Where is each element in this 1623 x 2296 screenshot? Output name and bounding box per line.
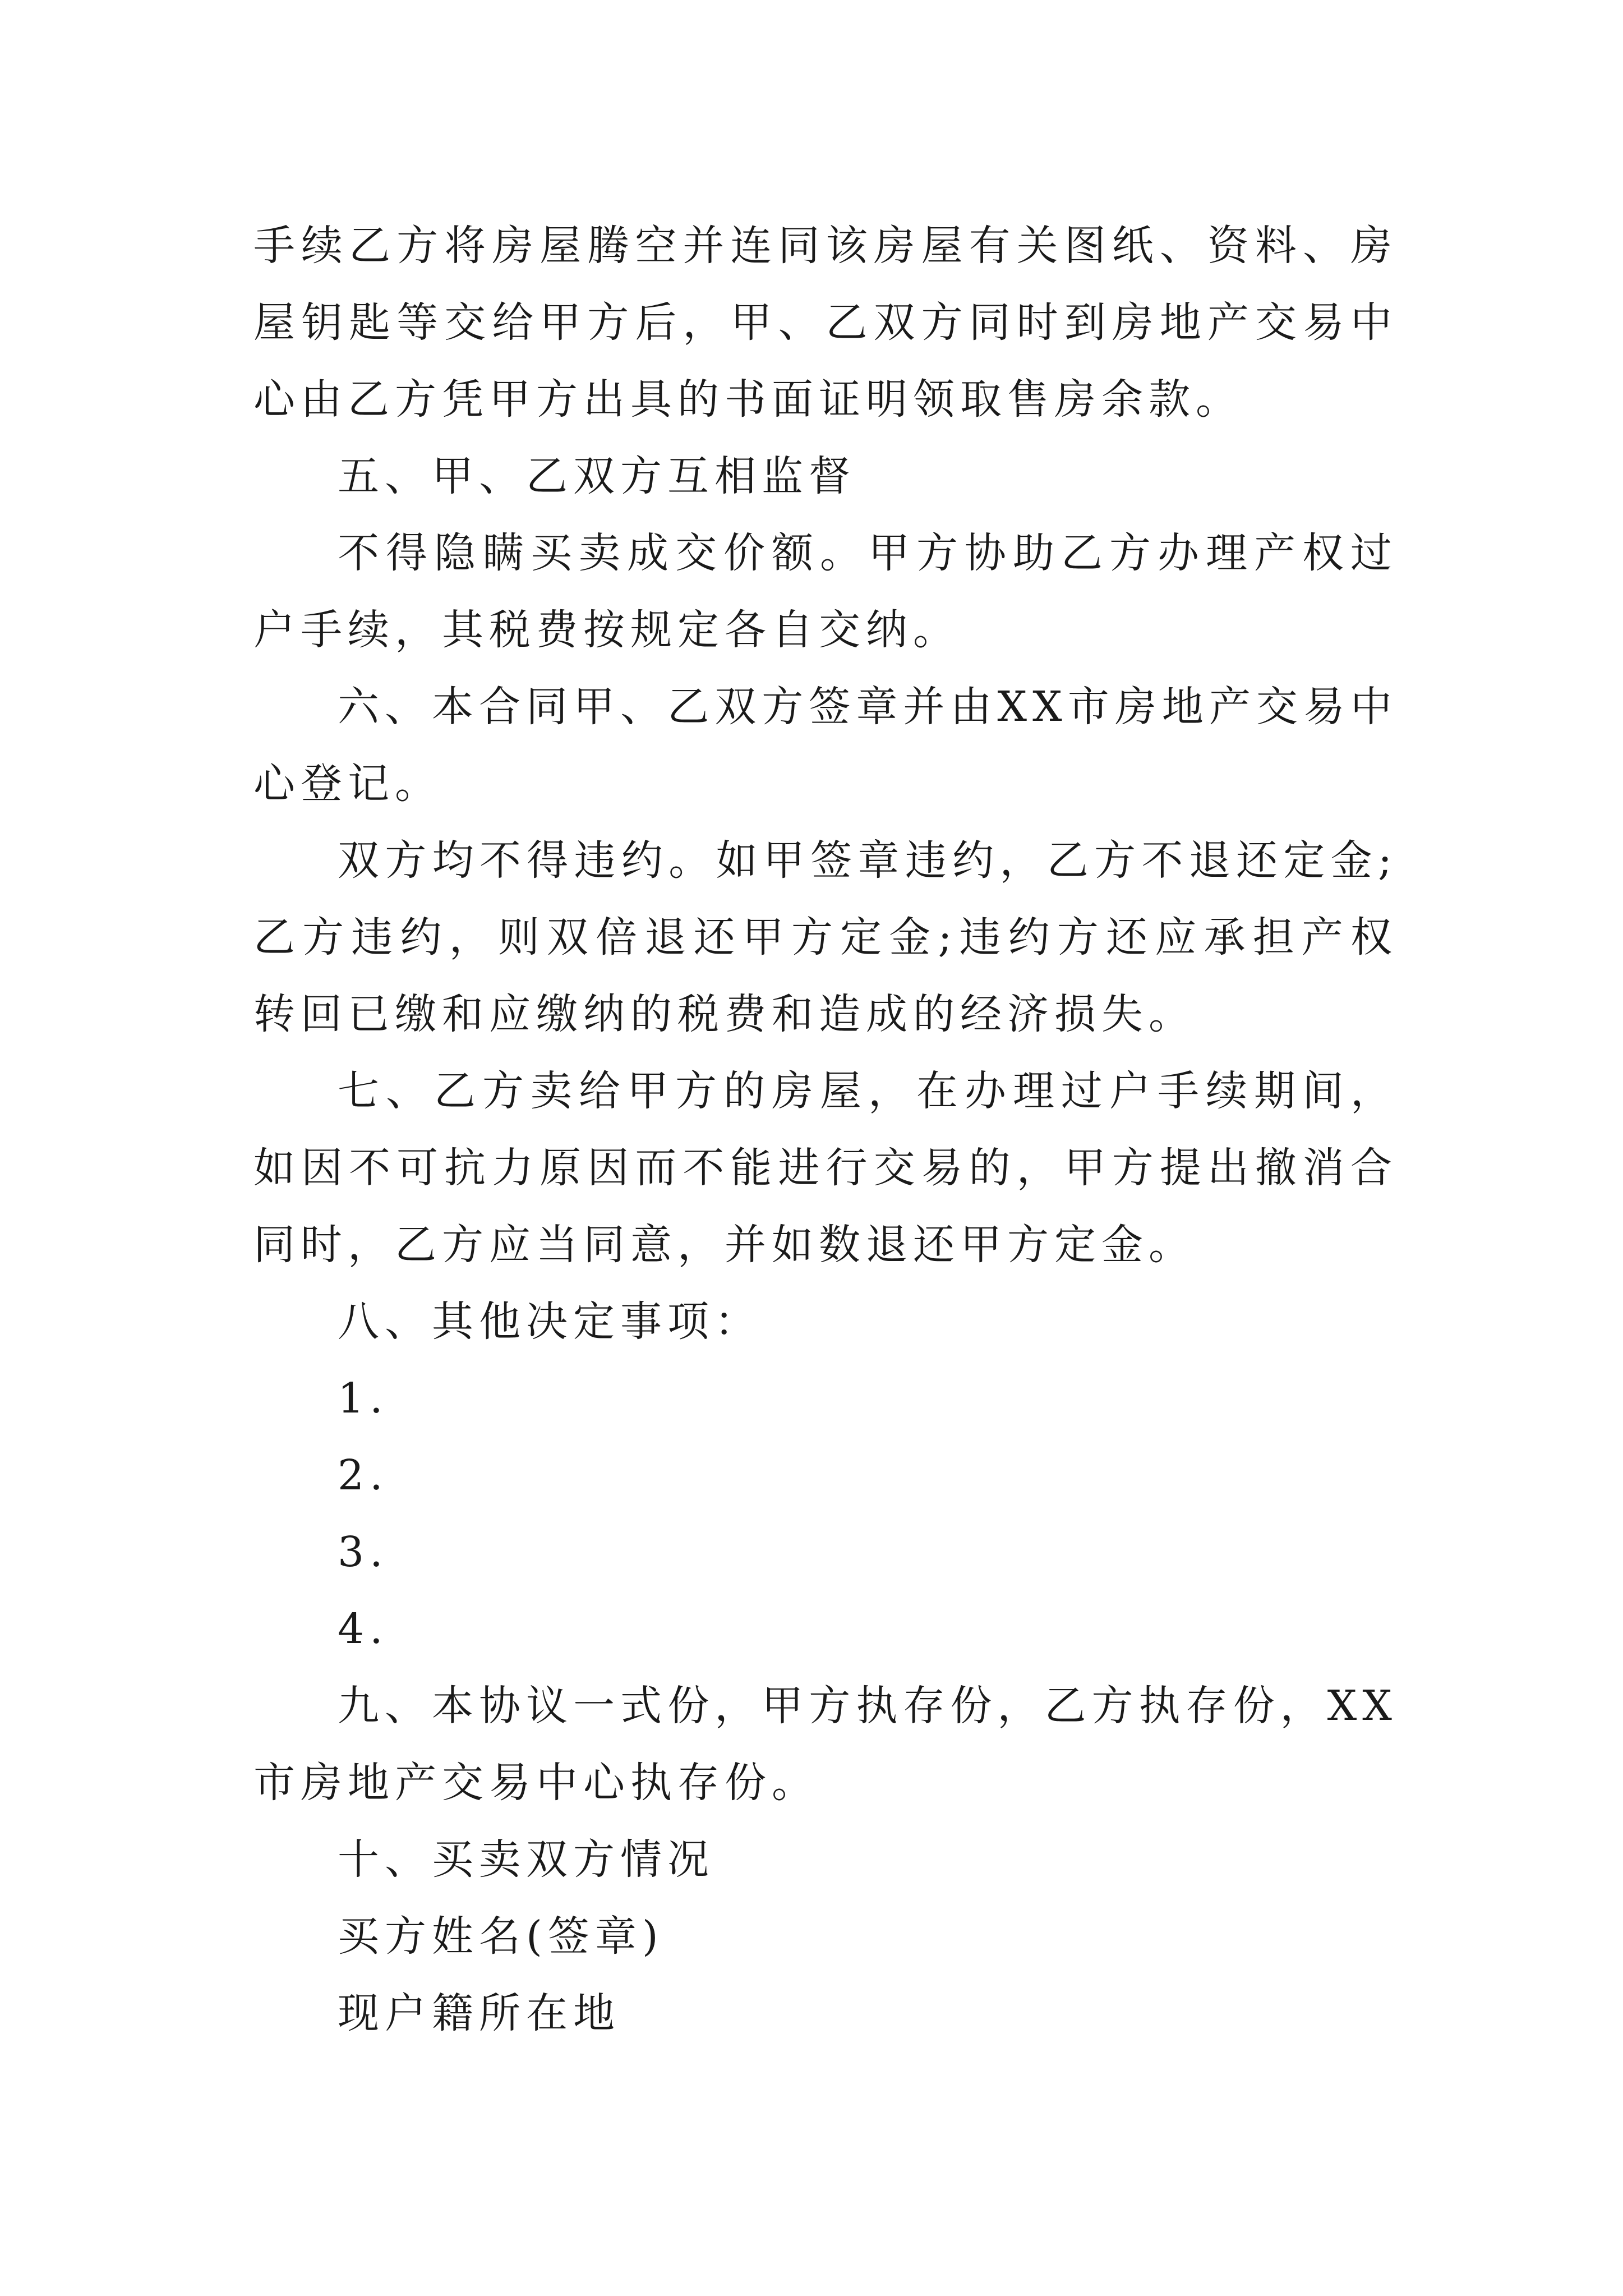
document-body — [253, 208, 1398, 2052]
clause-six: 六、本合同甲、乙双方签章并由XX市房地产交易中心登记。 — [253, 683, 1398, 808]
clause-five-heading: 五、甲、乙双方互相监督 — [338, 452, 856, 500]
list-item-4: 4. — [338, 1605, 389, 1653]
buyer-name-line: 买方姓名(签章) — [338, 1912, 664, 1961]
clause-eight-heading: 八、其他决定事项： — [338, 1297, 762, 1346]
list-item-1: 1. — [338, 1374, 389, 1423]
clause-five-body: 不得隐瞒买卖成交价额。甲方协助乙方办理产权过户手续，其税费按规定各自交纳。 — [253, 529, 1398, 654]
clause-nine: 九、本协议一式份，甲方执存份，乙方执存份，XX市房地产交易中心执存份。 — [253, 1682, 1398, 1807]
list-item-2: 2. — [338, 1451, 389, 1499]
residence-line: 现户籍所在地 — [338, 1989, 620, 2037]
clause-ten-heading: 十、买卖双方情况 — [338, 1835, 714, 1884]
breach-terms: 双方均不得违约。如甲签章违约，乙方不退还定金;乙方违约，则双倍退还甲方定金;违约方还应承担产权转回已缴和应缴纳的税费和造成的经济损失。 — [253, 836, 1398, 1038]
paragraph-continuation: 手续乙方将房屋腾空并连同该房屋有关图纸、资料、房屋钥匙等交给甲方后，甲、乙双方同时到房地产交易中心由乙方凭甲方出具的书面证明领取售房余款。 — [253, 222, 1398, 424]
clause-seven: 七、乙方卖给甲方的房屋，在办理过户手续期间，如因不可抗力原因而不能进行交易的，甲方提出撤消合同时，乙方应当同意，并如数退还甲方定金。 — [253, 1067, 1398, 1269]
list-item-3: 3. — [338, 1528, 389, 1576]
